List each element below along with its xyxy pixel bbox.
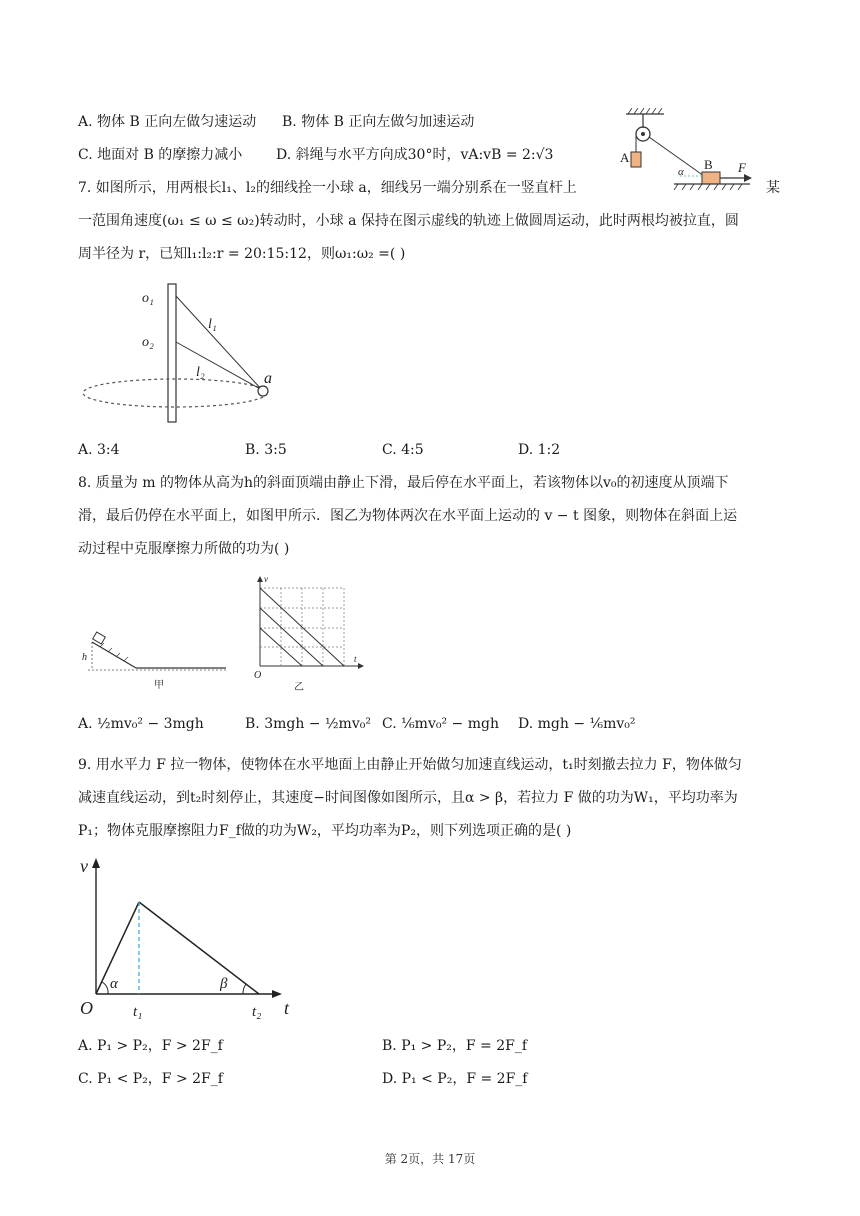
q9-option-b: B. P₁ > P₂，F = 2F_f — [382, 1038, 528, 1054]
label-t: t — [354, 654, 357, 664]
q8-line-3: 动过程中克服摩擦力所做的功为( ) — [78, 541, 290, 557]
label-o1: o₁ — [142, 291, 154, 306]
label-l2: l₂ — [196, 365, 205, 380]
label-l1: l₁ — [208, 317, 217, 332]
label-beta: β — [220, 976, 228, 992]
conical-pendulum-figure — [80, 280, 290, 428]
q8-line-1: 8. 质量为 m 的物体从高为h的斜面顶端由静止下滑，最后停在水平面上，若该物体以v₀的初速度从顶端下 — [78, 475, 729, 491]
label-O: O — [254, 670, 262, 681]
pulley-figure — [612, 108, 762, 192]
label-A: A — [620, 150, 630, 165]
label-alpha: α — [110, 976, 118, 992]
label-t2: t₂ — [252, 1004, 262, 1020]
q9-line-3: P₁；物体克服摩擦阻力F_f做的功为W₂，平均功率为P₂，则下列选项正确的是( ) — [78, 823, 572, 839]
q9-line-2: 减速直线运动，到t₂时刻停止，其速度−时间图像如图所示，且α > β，若拉力 F 做的功为W₁，平均功率为 — [78, 790, 738, 806]
label-o2: o₂ — [142, 335, 154, 350]
q8-line-2: 滑，最后仍停在水平面上，如图甲所示．图乙为物体两次在水平面上运动的 v − t 图象，则物体在斜面上运 — [78, 508, 738, 524]
q7-line-3: 周半径为 r，已知l₁:l₂:r = 20:15:12，则ω₁:ω₂ =( ) — [78, 246, 406, 262]
q6-option-b: B. 物体 B 正向左做匀加速运动 — [282, 114, 475, 130]
q8-option-a: A. ½mv₀² − 3mgh — [78, 716, 204, 732]
q6-option-d: D. 斜绳与水平方向成30°时，vA:vB = 2:√3 — [276, 147, 554, 163]
q9-line-1: 9. 用水平力 F 拉一物体，使物体在水平地面上由静止开始做匀加速直线运动，t₁时刻撤去拉力 F，物体做匀 — [78, 757, 742, 773]
q9-option-c: C. P₁ < P₂，F > 2F_f — [78, 1071, 223, 1087]
label-v: v — [80, 856, 88, 876]
q9-option-a: A. P₁ > P₂，F > 2F_f — [78, 1038, 223, 1054]
label-t1: t₁ — [133, 1004, 143, 1020]
q7-option-b: B. 3:5 — [245, 442, 287, 458]
q7-line-1-tail: 某 — [766, 180, 780, 196]
label-O: O — [80, 998, 93, 1018]
q6-option-c: C. 地面对 B 的摩擦力减小 — [78, 147, 243, 163]
incline-figure — [78, 628, 233, 693]
q9-option-d: D. P₁ < P₂，F = 2F_f — [382, 1071, 528, 1087]
label-yi: 乙 — [294, 682, 304, 693]
velocity-time-figure — [74, 852, 304, 1022]
q8-option-b: B. 3mgh − ½mv₀² — [245, 716, 371, 732]
q7-line-1: 7. 如图所示，用两根长l₁、l₂的细线拴一小球 a，细线另一端分别系在一竖直杆上 — [78, 180, 577, 196]
q7-option-c: C. 4:5 — [382, 442, 424, 458]
q7-option-d: D. 1:2 — [518, 442, 561, 458]
label-t: t — [284, 998, 290, 1018]
q7-option-a: A. 3:4 — [78, 442, 120, 458]
label-a: a — [264, 370, 272, 387]
q6-option-a: A. 物体 B 正向左做匀速运动 — [78, 114, 257, 130]
label-jia: 甲 — [154, 680, 164, 691]
q7-line-2: 一范围角速度(ω₁ ≤ ω ≤ ω₂)转动时，小球 a 保持在图示虚线的轨迹上做圆周运动，此时两根均被拉直，圆 — [78, 213, 739, 229]
q8-option-c: C. ⅙mv₀² − mgh — [382, 716, 499, 732]
q8-option-d: D. mgh − ⅙mv₀² — [518, 716, 636, 732]
label-B: B — [704, 157, 713, 172]
label-v: v — [264, 574, 268, 584]
label-F: F — [738, 160, 746, 175]
label-alpha: α — [678, 166, 684, 178]
page-footer: 第 2页，共 17页 — [384, 1152, 476, 1166]
label-h: h — [82, 652, 87, 663]
vt-grid-figure — [248, 572, 368, 694]
